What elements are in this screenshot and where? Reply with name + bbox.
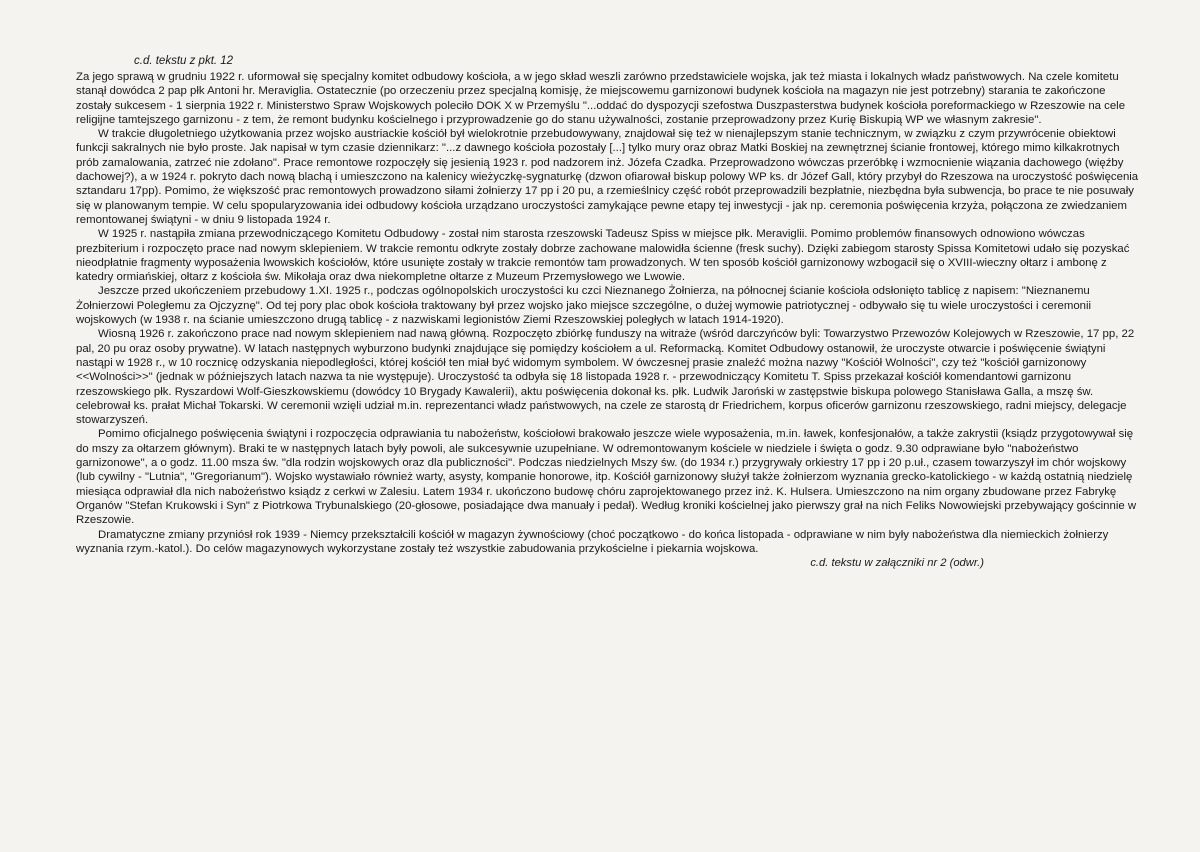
- paragraph-unknown-soldier: Jeszcze przed ukończeniem przebudowy 1.XI. 1925 r., podczas ogólnopolskich uroczystości ku czci Nieznanego Żołnierza, na północnej ścianie kościoła odsłonięto tablicę z napisem: "Nieznanemu Żołnierzowi Poległemu za Ojczyznę". Od tej pory plac obok kościoła traktowany był przez wojsko jako miejsce szczególne, o dużej wymowie patriotycznej - odbywało się tu wiele uroczystości i ceremonii wojskowych (w 1938 r. na ścianie umieszczono drugą tablicę - z nazwiskami legionistów Ziemi Rzeszowskiej poległych w latach 1914-1920).: [76, 285, 1092, 327]
- paragraph-1926-consecration: Wiosną 1926 r. zakończono prace nad nowym sklepieniem nad nawą główną. Rozpoczęto zbiórkę funduszy na witraże (wśród darczyńców byli: Towarzystwo Przewozów Kolejowych w Rzeszowie, 17 pp, 22 pal, 20 pu oraz osoby prywatne). W latach następnych wyburzono budynki znajdujące się pomiędzy kościołem a ul. Reformacką. Komitet Odbudowy ostanowił, że uroczyste otwarcie i poświęcenie świątyni nastąpi w 1928 r., w 10 rocznicę odzyskania niepodległości, której kościół ten miał być widomym symbolem. W ówczesnej prasie znaleźć można nazwy "Kościół Wolności", czy też "kościół garnizonowy <<Wolności>>" (jednak w późniejszych latach nazwa ta nie występuje). Uroczystość ta odbyła się 18 listopada 1928 r. - przewodniczący Komitetu T. Spiss przekazał kościół komendantowi garnizonu rzeszowskiego płk. Ryszardowi Wolf-Gieszkowskiemu (dowódcy 10 Brygady Kawalerii), aktu poświęcenia dokonał ks. płk. Ludwik Jaroński w zastępstwie biskupa polowego Stanisława Galla, a mszę św. celebrował ks. prałat Michał Tokarski. W ceremonii wzięli udział m.in. reprezentanci władz państwowych, na czele ze starostą dr Friedrichem, korpus oficerów garnizonu rzeszowskiego, radni miejscy, delegacje stowarzyszeń.: [76, 328, 1135, 427]
- paragraph-1925-change: W 1925 r. nastąpiła zmiana przewodniczącego Komitetu Odbudowy - został nim starosta rzeszowski Tadeusz Spiss w miejsce płk. Meraviglii. Pomimo problemów finansowych odnowiono wówczas prezbiterium i rozpoczęto prace nad nowym sklepieniem. W trakcie remontu odkryte zostały dobrze zachowane malowidła ścienne (fresk suchy). Dzięki zabiegom starosty Spissa Komitetowi udało się pozyskać nieodpłatnie fragmenty wyposażenia lwowskich kościołów, które usunięte zostały w trakcie remontów tam prowadzonych. W ten sposób kościół garnizonowy wzbogacił się o XVIII-wieczny ołtarz i ambonę z katedry ormiańskiej, ołtarz z kościoła św. Mikołaja oraz dwa niekompletne ołtarze z Muzeum Przemysłowego we Lwowie.: [76, 228, 1130, 284]
- final-paragraph-row: [76, 528, 1142, 570]
- continuation-footer: c.d. tekstu w załączniki nr 2 (odwr.): [810, 557, 984, 570]
- continuation-header: c.d. tekstu z pkt. 12: [134, 55, 234, 67]
- paragraph-1939: Dramatyczne zmiany przyniósł rok 1939 - Niemcy przekształcili kościół w magazyn żywnościowy (choć początkowo - do końca listopada - odprawiane w nim były nabożeństwa dla niemieckich żołnierzy wyznania rzym.-katol.). Do celów magazynowych wykorzystane zostały też wszystkie zabudowania przykościelne i piekarnia wojskowa.: [76, 528, 1109, 555]
- paragraph-renovation: W trakcie długoletniego użytkowania przez wojsko austriackie kościół był wielokrotnie przebudowywany, znajdował się też w nienajlepszym stanie technicznym, w związku z czym przywrócenie obiektowi funkcji sakralnych nie było proste. Jak napisał w tym czasie dziennikarz: "...z dawnego kościoła pozostały [...] tylko mury oraz obraz Matki Boskiej na zewnętrznej ścianie frontowej, którego mimo kilkakrotnych prób zamalowania, zatrzeć nie zdołano". Prace remontowe rozpoczęły się jesienią 1923 r. pod nadzorem inż. Józefa Czadka. Przeprowadzono wówczas przeróbkę i wzmocnienie wiązania dachowego (więźby dachowej?), a w 1924 r. pokryto dach nową blachą i umieszczono na kalenicy wieżyczkę-sygnaturkę (dzwon ofiarował biskup polowy WP ks. dr Józef Gall, który przybył do Rzeszowa na uroczystość poświęcenia sztandaru 17pp). Pomimo, że większość prac remontowych prowadzono siłami żołnierzy 17 pp i 20 pu, a rzemieślnicy część robót przeprowadzili bezpłatnie, niezbędna była subwencja, bo prace te nie posuwały się w planowanym tempie. W celu spopularyzowania idei odbudowy kościoła urządzano uroczystości zamykające pewne etapy tej inwestycji - jak np. ceremonia poświęcenia krzyża, połączona ze zwiedzaniem remontowanej świątyni - w dniu 9 listopada 1924 r.: [76, 128, 1139, 226]
- paragraph-furnishings: Pomimo oficjalnego poświęcenia świątyni i rozpoczęcia odprawiania tu nabożeństw, kościołowi brakowało jeszcze wiele wyposażenia, m.in. ławek, konfesjonałów, a także zakrystii (ksiądz przygotowywał się do mszy za ołtarzem głównym). Braki te w następnych latach były powoli, ale sukcesywnie uzupełniane. W odremontowanym kościele w niedziele i święta o godz. 9.30 odprawiane było "nabożeństwo garnizonowe", a o godz. 11.00 msza św. "dla rodzin wojskowych oraz dla publiczności". Podczas niedzielnych Mszy św. (do 1934 r.) przygrywały orkiestry 17 pp i 20 p.uł., czasem towarzyszył im chór wojskowy (lub cywilny - "Lutnia", "Gregorianum"). Wojsko wystawiało również warty, asysty, kompanie honorowe, itp. Kościół garnizonowy służył także żołnierzom wyznania grecko-katolickiego - w każdą ostatnią niedzielę miesiąca odprawiał dla nich nabożeństwo ksiądz z cerkwi w Zalesiu. Latem 1934 r. ukończono budowę chóru zaprojektowanego przez inż. K. Hulsera. Umieszczono na nim organy zbudowane przez Fabrykę Organów "Stefan Krukowski i Syn" z Piotrkowa Trybunalskiego (20-głosowe, posiadające dwa manuały i pedał). Według kroniki kościelnej jako pierwszy grał na nich Feliks Nowowiejski przebywający gościnnie w Rzeszowie.: [76, 428, 1137, 527]
- paragraph-committee: Za jego sprawą w grudniu 1922 r. uformował się specjalny komitet odbudowy kościoła, a w jego skład weszli zarówno przedstawiciele wojska, jak też miasta i lokalnych władz państwowych. Na czele komitetu stanął dowódca 2 pap płk Antoni hr. Meraviglia. Ostatecznie (po orzeczeniu przez specjalną komisję, że miejscowemu garnizonowi budynek kościoła na magazyn nie jest potrzebny) starania te zakończone zostały sukcesem - 1 sierpnia 1922 r. Ministerstwo Spraw Wojskowych poleciło DOK X w Przemyślu "...oddać do dyspozycji szefostwa Duszpasterstwa budynek kościoła poreformackiego w Rzeszowie na cele religijne tamtejszego garnizonu - z tem, że remont budynku kościelnego i przyprowadzenie go do stanu używalności, zostanie przeprowadzony przez Kurię Biskupią WP we własnym zakresie".: [76, 71, 1126, 126]
